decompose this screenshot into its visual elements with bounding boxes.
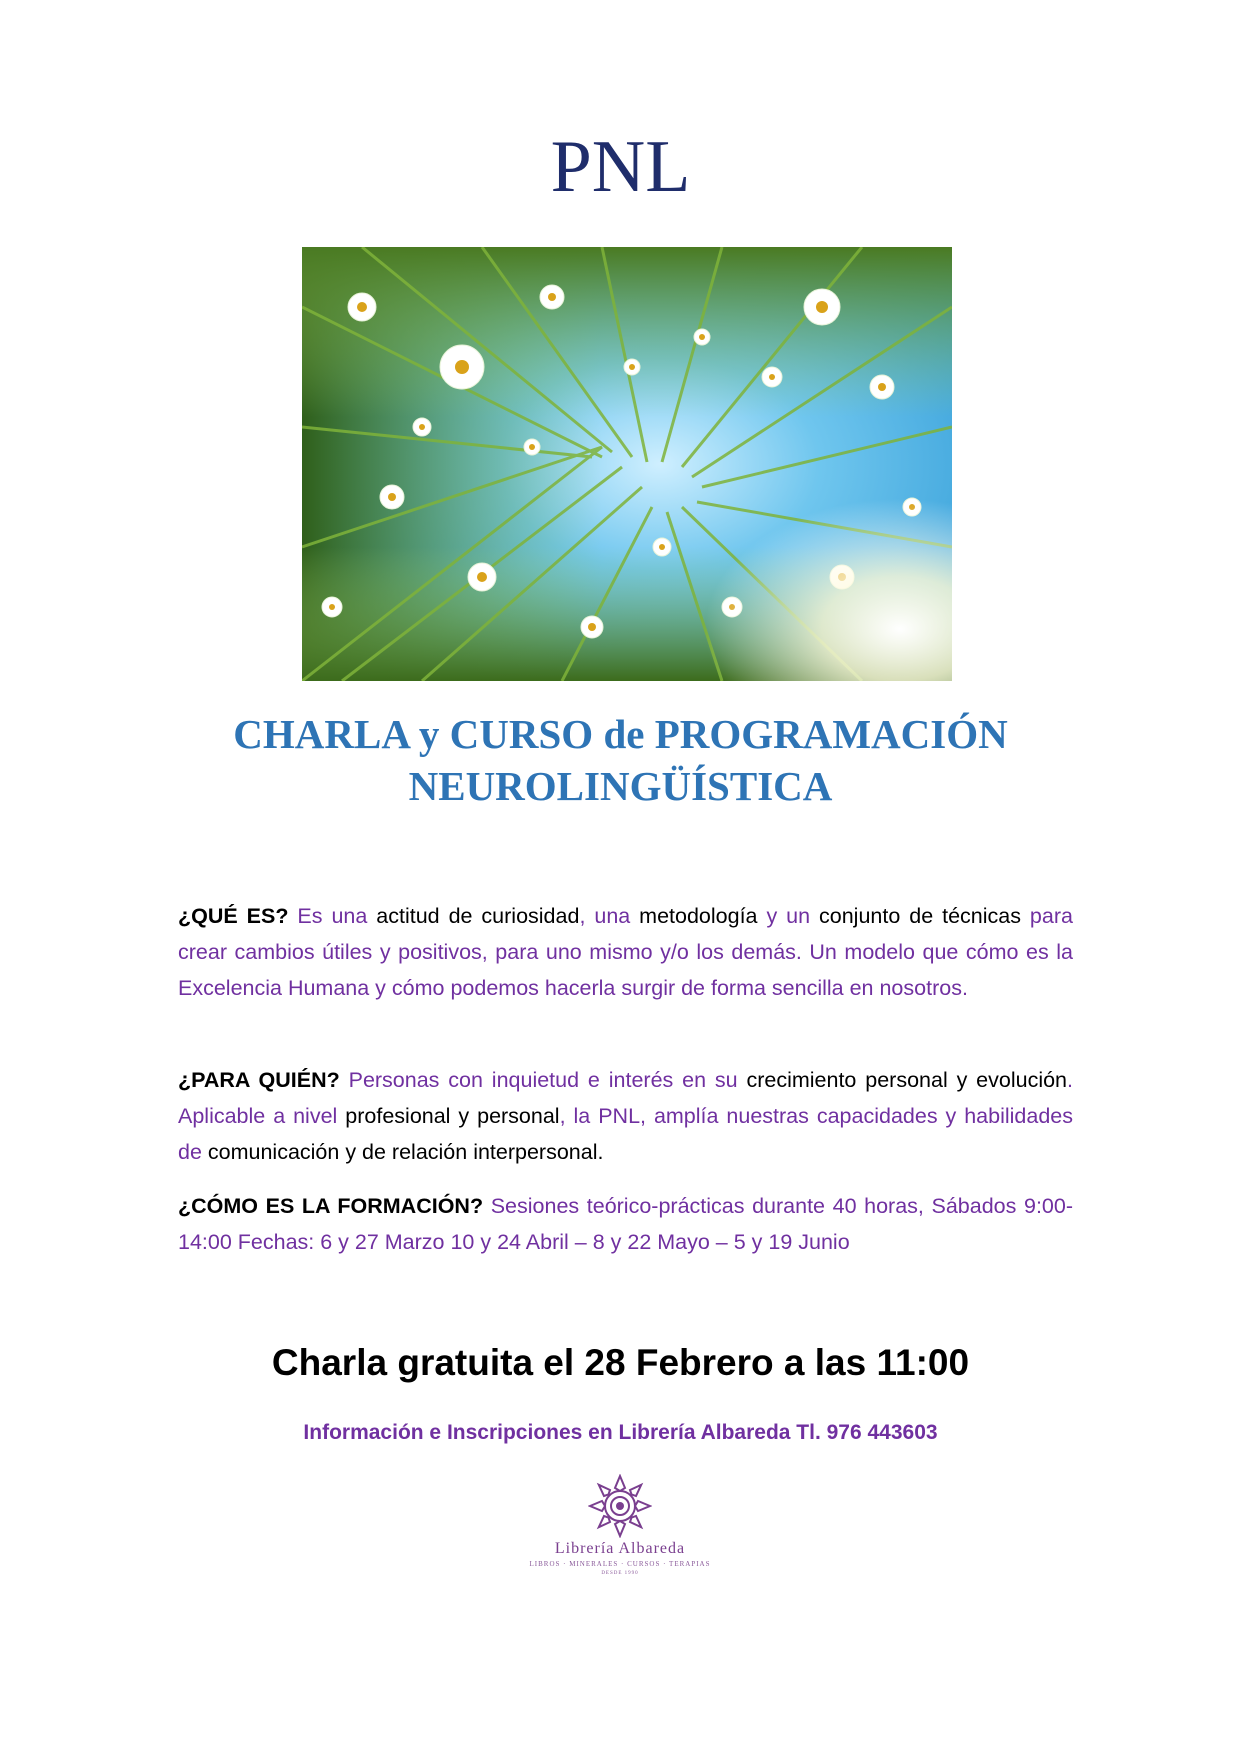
que-es-text-5: y un — [757, 904, 820, 928]
subtitle-line2: NEUROLINGÜÍSTICA — [408, 763, 833, 809]
para-quien-text-6: comunicación y de relación interpersonal. — [207, 1140, 604, 1164]
que-es-text-6: conjunto de técnicas — [819, 904, 1021, 928]
que-es-paragraph — [178, 898, 1073, 1006]
para-quien-text-4: profesional y personal — [345, 1104, 560, 1128]
contact-info: Información e Inscripciones en Librería Albareda Tl. 976 443603 — [303, 1421, 938, 1444]
course-subtitle — [0, 708, 1241, 812]
para-quien-text-1: Personas con inquietud e interés en su — [339, 1068, 747, 1092]
que-es-text-1: Es una — [288, 904, 377, 928]
que-es-text-4: metodología — [639, 904, 758, 928]
para-quien-text-3: . Aplicable a nivel — [178, 1068, 1074, 1128]
logo-name: Librería Albareda — [554, 1540, 686, 1557]
que-es-text-3: , una — [579, 904, 640, 928]
logo-tagline: LIBROS · MINERALES · CURSOS · TERAPIAS — [529, 1560, 711, 1568]
page-title: PNL — [550, 126, 691, 208]
formacion-heading: ¿CÓMO ES LA FORMACIÓN? — [178, 1194, 484, 1218]
formacion-paragraph — [178, 1188, 1073, 1260]
mandala-icon — [588, 1474, 652, 1538]
para-quien-text-5: , la PNL, amplía nuestras capacidades y habilidades de — [178, 1104, 1073, 1164]
para-quien-paragraph — [178, 1062, 1073, 1170]
que-es-text-2: actitud de curiosidad — [376, 904, 580, 928]
formacion-text-1: Sesiones teórico-prácticas durante 40 horas, Sábados 9:00-14:00 Fechas: 6 y 27 Marzo 10 y 24 Abril – 8 y 22 Mayo – 5 y 19 Junio — [178, 1194, 1073, 1254]
free-talk-announcement: Charla gratuita el 28 Febrero a las 11:00 — [271, 1342, 970, 1383]
daisies-sky-photo — [302, 247, 952, 681]
logo-since: DESDE 1990 — [601, 1571, 639, 1576]
para-quien-heading: ¿PARA QUIÉN? — [178, 1068, 340, 1092]
que-es-text-7: para crear cambios útiles y positivos, para uno mismo y/o los demás. Un modelo que cómo es la Excelencia Humana y cómo podemos hacerla surgir de forma sencilla en nosotros. — [178, 904, 1073, 1000]
que-es-heading: ¿QUÉ ES? — [178, 904, 289, 928]
para-quien-text-2: crecimiento personal y evolución — [746, 1068, 1068, 1092]
subtitle-line1: CHARLA y CURSO de PROGRAMACIÓN — [233, 711, 1008, 757]
libreria-albareda-logo — [520, 1474, 720, 1576]
